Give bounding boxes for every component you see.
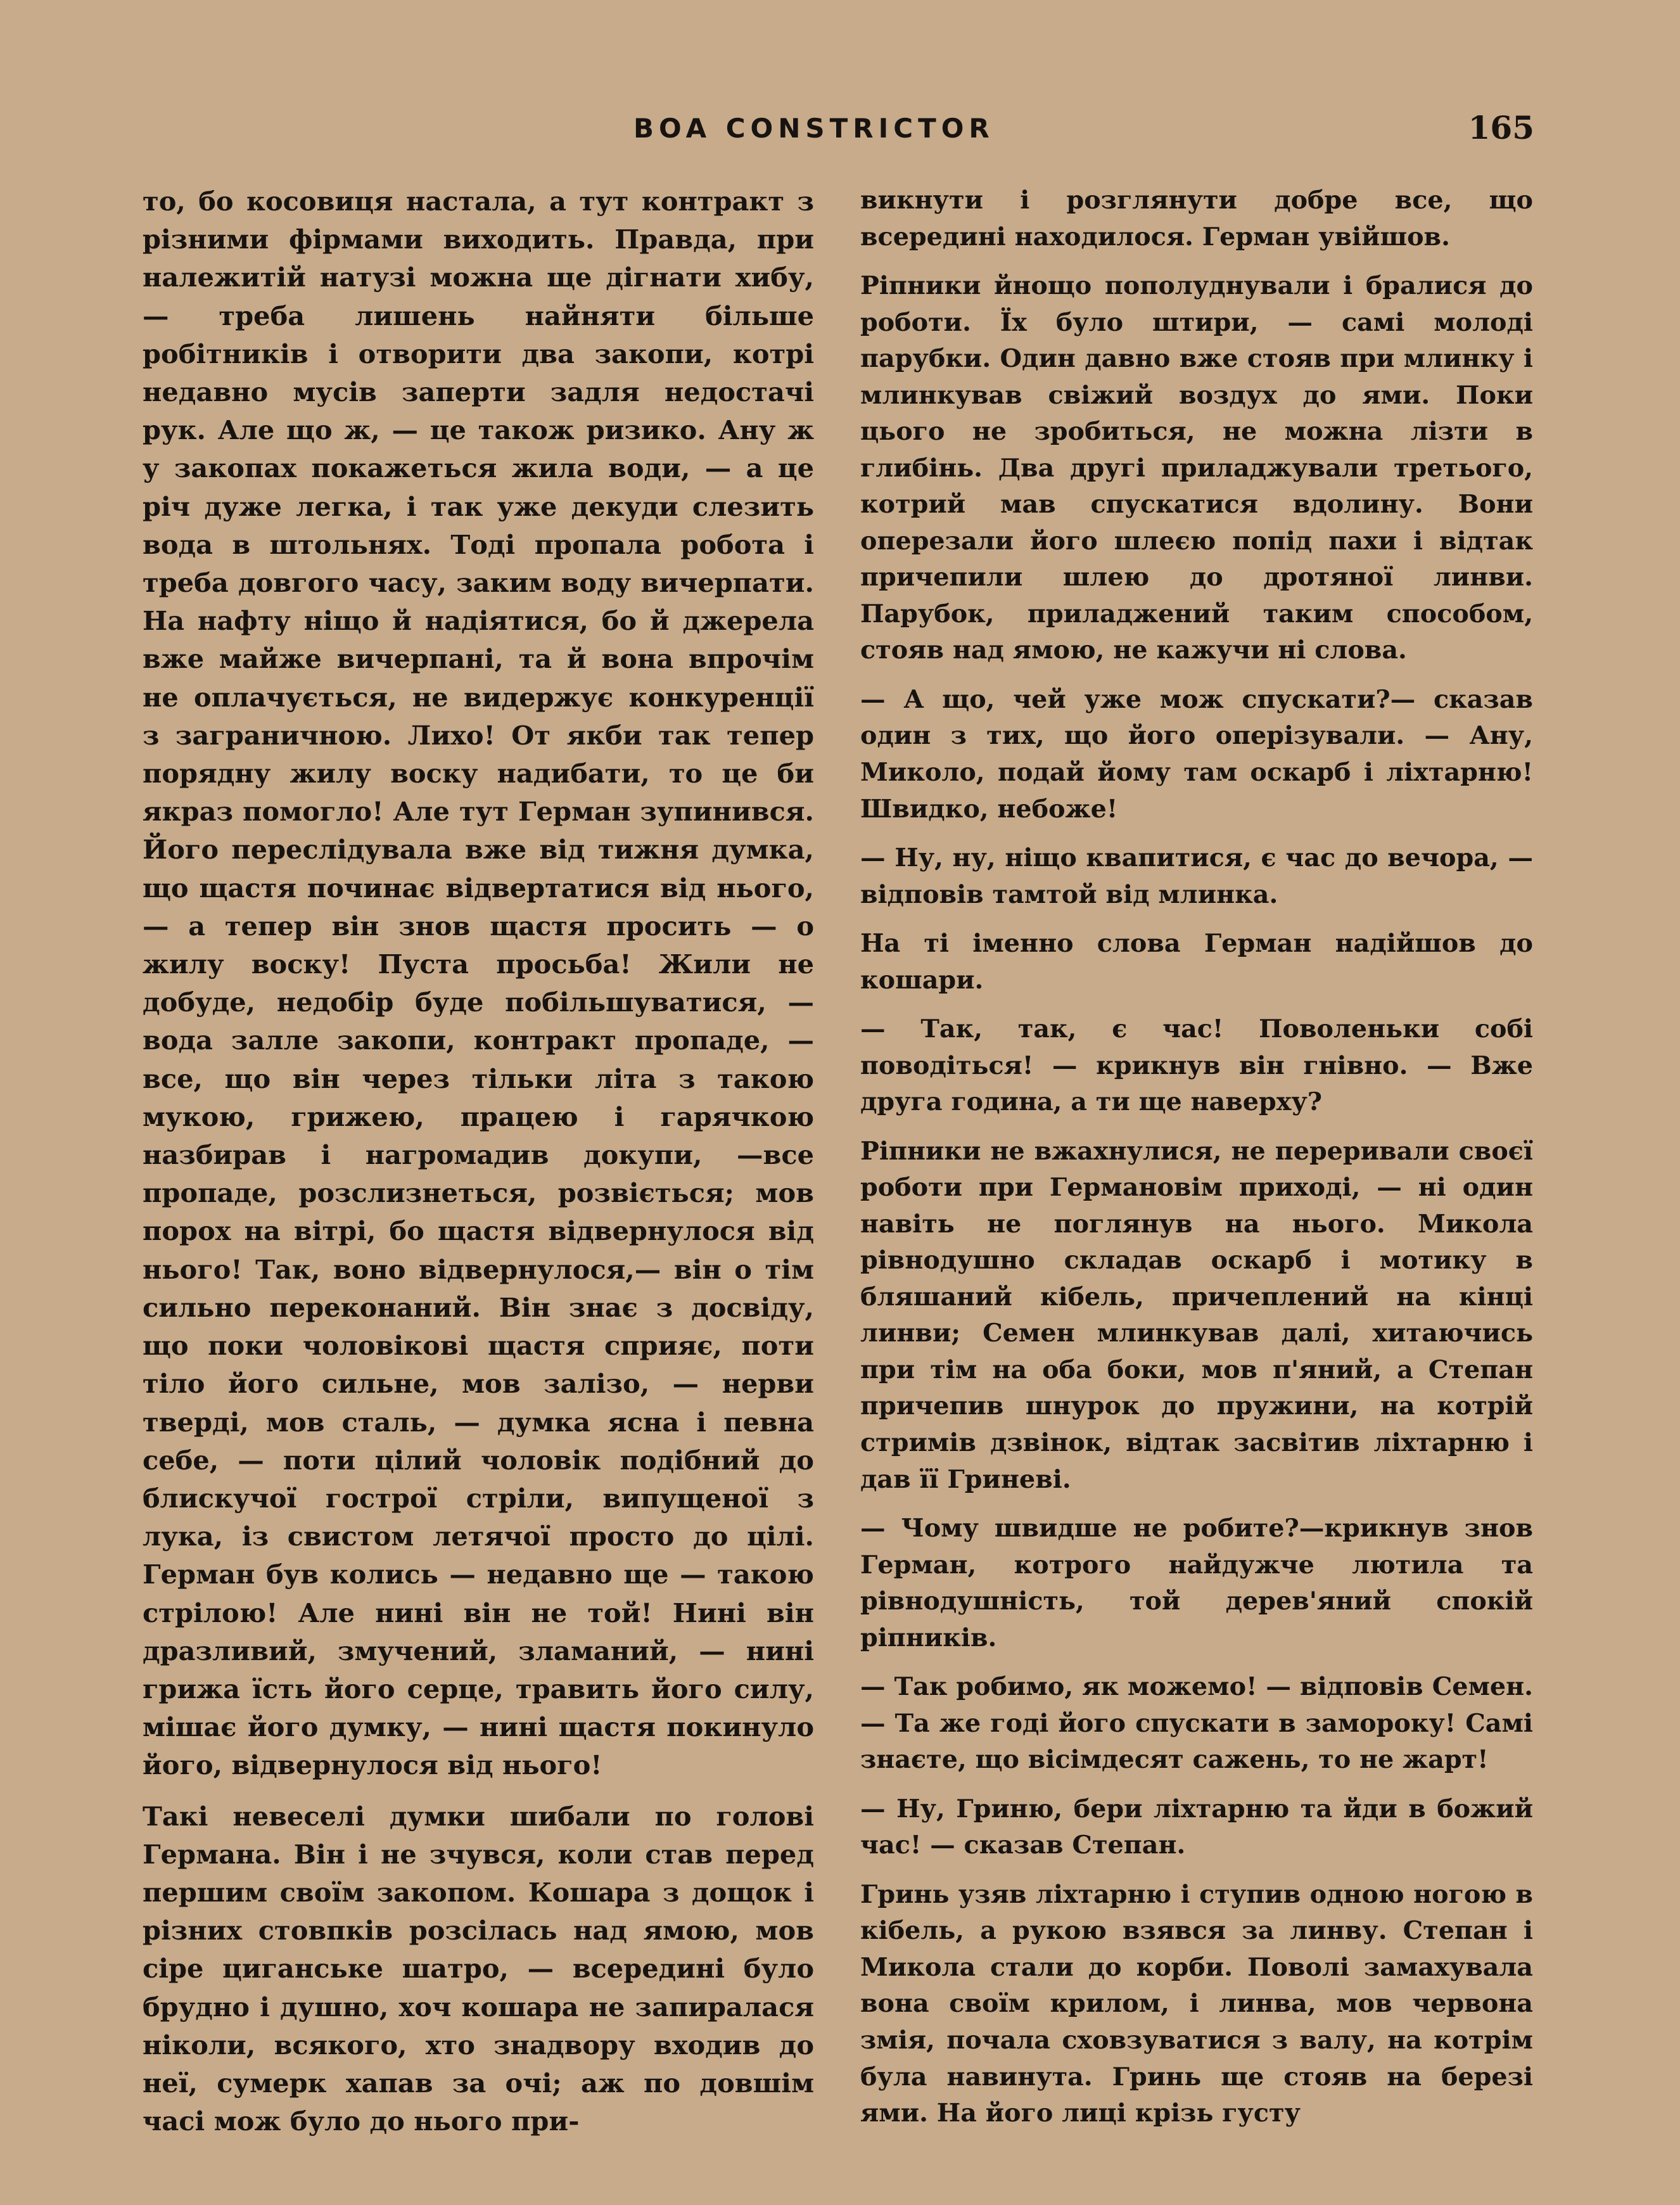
- page-number: 165: [1468, 109, 1534, 146]
- right-paragraph-2: Ріпники йнощо пополуднували і бралися до роботи. Їх було штири, — самі молоді парубки. Один давно вже стояв при млинку і млинкував свіжий воздух до ями. Поки цього не зробиться, не можна лізти в глибінь. Два другі приладжували третього, котрий мав спускатися вдолину. Вони оперезали його шлеєю попід пахи і відтак причепили шлею до дротяної линви. Парубок, приладжений таким способом, стояв над ямою, не кажучи ні слова.: [860, 271, 1533, 665]
- right-paragraph-5: На ті іменно слова Герман надійшов до кошари.: [860, 929, 1533, 995]
- right-paragraph-11: Гринь узяв ліхтарню і ступив одною ногою в кібель, а рукою взявся за линву. Степан і Микола стали до корби. Поволі замахувала вона своїм крилом, і линва, мов червона змія, почала сховзуватися з валу, на котрім була навинута. Гринь ще стояв на березі ями. На його лиці крізь густу: [860, 1879, 1533, 2128]
- left-paragraph-1: то, бо косовиця настала, а тут контракт з різними фірмами виходить. Правда, при належитій натузі можна ще дігнати хибу, — треба лишень найняти більше робітників і отворити два закопи, котрі недавно мусів заперти задля недостачі рук. Але що ж, — це також ризико. Ану ж у закопах покажеться жила води, — а це річ дуже легка, і так уже декуди слезить вода в штольнях. Тоді пропала робота і треба довгого часу, заким воду вичерпати. На нафту ніщо й надіятися, бо й джерела вже майже вичерпані, та й вона впрочім не оплачується, не видержує конкуренції з заграничною. Лихо! От якби так тепер порядну жилу воску надибати, то це би якраз помогло! Але тут Герман зупинився. Його переслідувала вже від тижня думка, що щастя починає відвертатися від нього, — а тепер він знов щастя просить — о жилу воску! Пуста просьба! Жили не добуде, недобір буде побільшуватися, — вода залле закопи, контракт пропаде, — все, що він через тільки літа з такою мукою, грижею, працею і гарячкою назбирав і нагромадив докупи, —все пропаде, розслизнеться, розвіється; мов порох на вітрі, бо щастя відвернулося від нього! Так, воно відвернулося,— він о тім сильно переконаний. Він знає з досвіду, що поки чоловікові щастя сприяє, поти тіло його сильне, мов залізо, — нерви тверді, мов сталь, — думка ясна і певна себе, — поти цілий чоловік подібний до блискучої гострої стріли, випущеної з лука, із свистом летячої просто до цілі. Герман був колись — недавно ще — такою стрілою! Але нині він не той! Нині він дразливий, змучений, зламаний, — нині грижа їсть його серце, травить його силу, мішає його думку, — нині щастя покинуло його, відвернулося від нього!: [143, 186, 814, 1781]
- left-column: [143, 182, 814, 2140]
- right-paragraph-1: викнути і розглянути добре все, що всередині находилося. Герман увійшов.: [860, 186, 1533, 252]
- left-paragraph-2: Такі невеселі думки шибали по голові Германа. Він і не зчувся, коли став перед першим своїм закопом. Кошара з дощок і різних стовпків розсілась над ямою, мов сіре циганське шатро, — всередині було брудно і душно, хоч кошара не запиралася ніколи, всякого, хто знадвору входив до неї, сумерк хапав за очі; аж по довшім часі мож було до нього при-: [143, 1800, 814, 2137]
- right-paragraph-9: — Так робимо, як можемо! — відповів Семен. — Та же годі його спускати в замороку! Самі знаєте, що вісімдесят сажень, то не жарт!: [860, 1672, 1533, 1775]
- running-title: BOA CONSTRICTOR: [633, 113, 995, 144]
- right-column: [860, 182, 1533, 2132]
- right-paragraph-10: — Ну, Гриню, бери ліхтарню та йди в божий час! — сказав Степан.: [860, 1794, 1533, 1860]
- right-paragraph-3: — А що, чей уже мож спускати?— сказав один з тих, що його оперізували. — Ану, Миколо, подай йому там оскарб і ліхтарню! Швидко, небоже!: [860, 684, 1533, 824]
- right-paragraph-8: — Чому швидше не робите?—крикнув знов Герман, котрого найдужче лютила та рівнодушність, той дерев'яний спокій ріпників.: [860, 1514, 1533, 1652]
- right-paragraph-6: — Так, так, є час! Поволеньки собі поводіться! — крикнув він гнівно. — Вже друга година, а ти ще наверху?: [860, 1014, 1533, 1117]
- right-paragraph-7: Ріпники не вжахнулися, не переривали своєї роботи при Германовім приході, — ні один навіть не поглянув на нього. Микола рівнодушно складав оскарб і мотику в бляшаний кібель, причеплений на кінці линви; Семен млинкував далі, хитаючись при тім на оба боки, мов п'яний, а Степан причепив шнурок до пружини, на котрій стримів дзвінок, відтак засвітив ліхтарню і дав її Гриневі.: [860, 1136, 1533, 1494]
- right-paragraph-4: — Ну, ну, ніщо квапитися, є час до вечора, — відповів тамтой від млинка.: [860, 843, 1533, 909]
